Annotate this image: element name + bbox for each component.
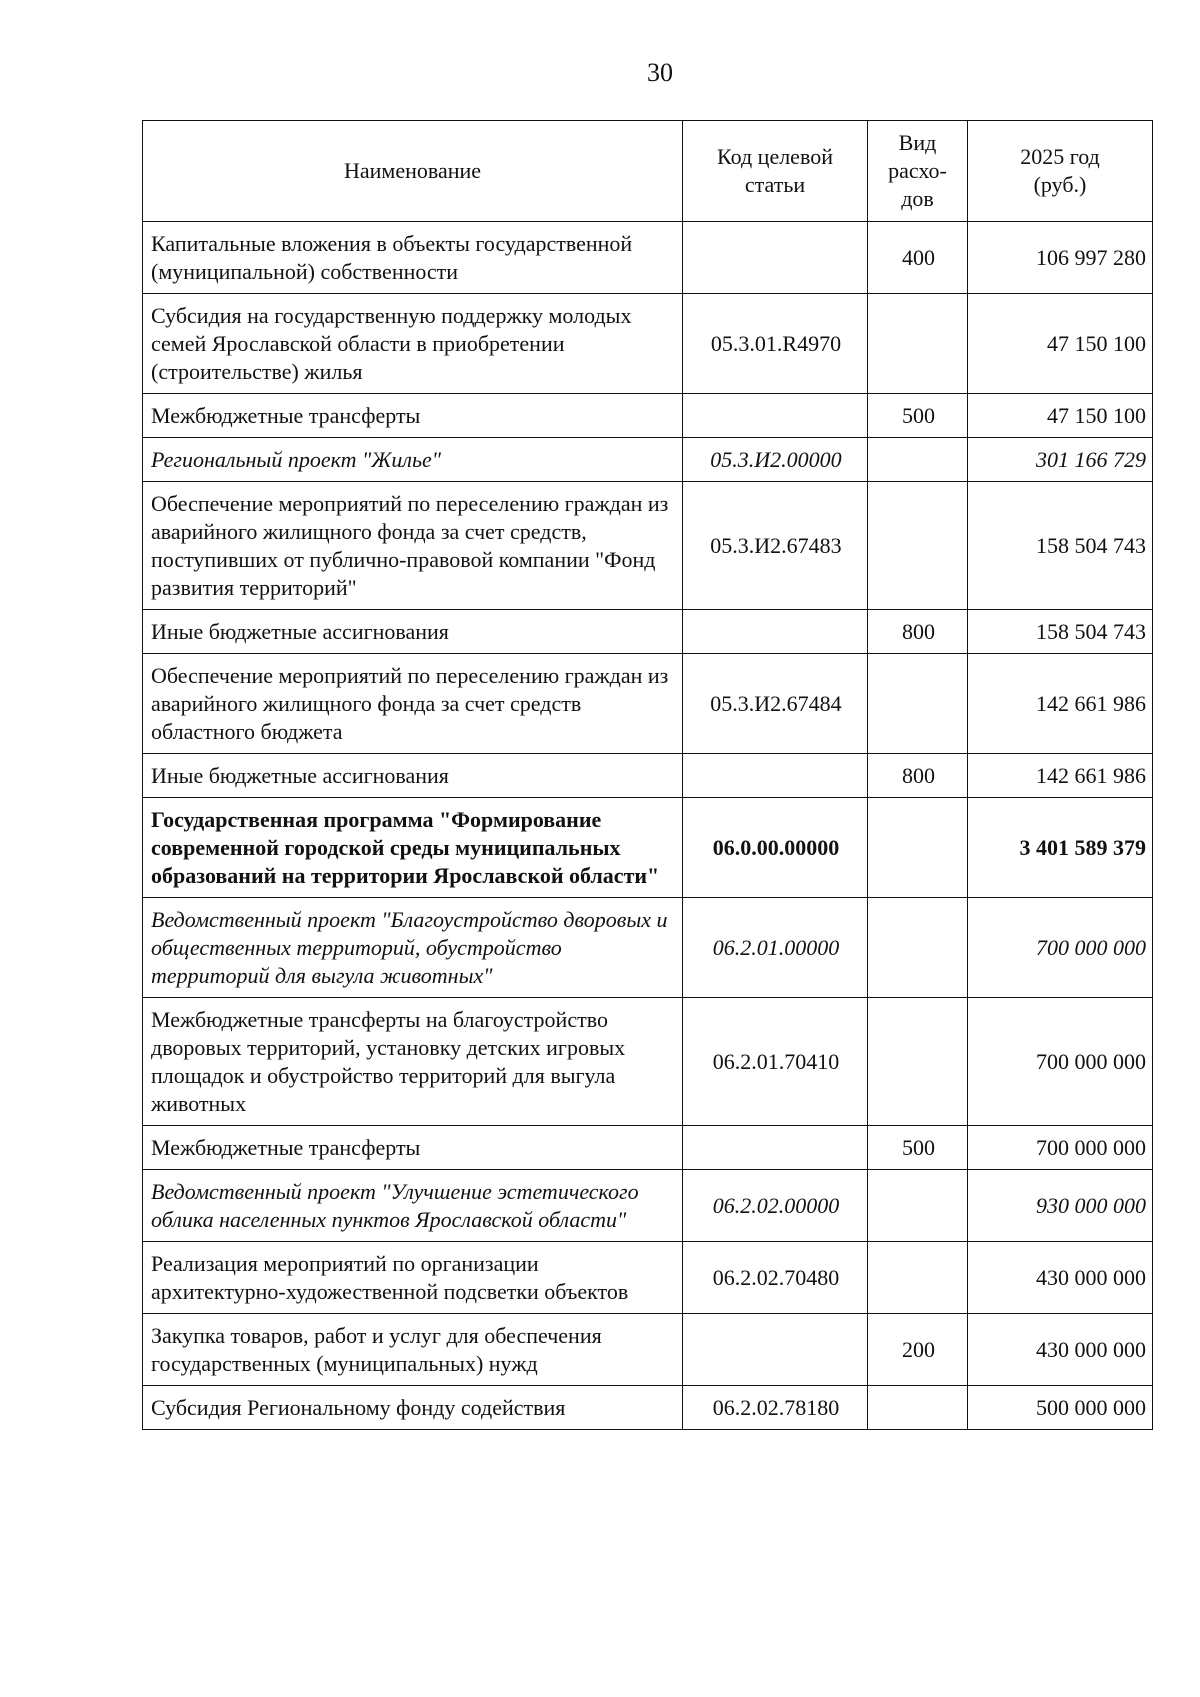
cell-expense-type: 800 [868, 754, 968, 798]
budget-table [142, 120, 1153, 1430]
cell-name: Межбюджетные трансферты на благоустройство дворовых территорий, установку детских игровых площадок и обустройство территорий для выгула животных [143, 998, 683, 1126]
cell-name: Межбюджетные трансферты [143, 1126, 683, 1170]
table-header-row [143, 121, 1153, 222]
cell-name: Закупка товаров, работ и услуг для обеспечения государственных (муниципальных) нужд [143, 1314, 683, 1386]
cell-amount: 142 661 986 [968, 754, 1153, 798]
table-body [143, 222, 1153, 1430]
cell-amount: 930 000 000 [968, 1170, 1153, 1242]
header-amount-2025 [968, 121, 1153, 222]
cell-code: 06.2.02.00000 [683, 1170, 868, 1242]
cell-name: Иные бюджетные ассигнования [143, 610, 683, 654]
cell-expense-type [868, 1170, 968, 1242]
cell-code: 06.2.01.70410 [683, 998, 868, 1126]
header-expense-type [868, 121, 968, 222]
cell-code [683, 1314, 868, 1386]
cell-expense-type [868, 1386, 968, 1430]
cell-code: 05.3.01.R4970 [683, 294, 868, 394]
cell-expense-type: 400 [868, 222, 968, 294]
cell-amount: 47 150 100 [968, 294, 1153, 394]
cell-amount: 158 504 743 [968, 610, 1153, 654]
cell-name: Субсидия Региональному фонду содействия [143, 1386, 683, 1430]
table-row [143, 798, 1153, 898]
cell-amount: 106 997 280 [968, 222, 1153, 294]
cell-code: 06.0.00.00000 [683, 798, 868, 898]
cell-expense-type: 500 [868, 1126, 968, 1170]
page-number: 30 [647, 58, 673, 87]
table-row [143, 610, 1153, 654]
cell-expense-type [868, 898, 968, 998]
cell-expense-type [868, 798, 968, 898]
cell-name: Обеспечение мероприятий по переселению граждан из аварийного жилищного фонда за счет средств областного бюджета [143, 654, 683, 754]
cell-amount: 430 000 000 [968, 1242, 1153, 1314]
header-name: Наименование [143, 121, 683, 222]
cell-name: Ведомственный проект "Благоустройство дворовых и общественных территорий, обустройство территорий для выгула животных" [143, 898, 683, 998]
cell-expense-type: 200 [868, 1314, 968, 1386]
cell-code [683, 610, 868, 654]
cell-name: Иные бюджетные ассигнования [143, 754, 683, 798]
cell-expense-type [868, 482, 968, 610]
cell-name: Реализация мероприятий по организации архитектурно-художественной подсветки объектов [143, 1242, 683, 1314]
header-code [683, 121, 868, 222]
cell-name: Обеспечение мероприятий по переселению граждан из аварийного жилищного фонда за счет средств, поступивших от публично-правовой компании "Фонд развития территорий" [143, 482, 683, 610]
cell-amount: 700 000 000 [968, 998, 1153, 1126]
cell-amount: 3 401 589 379 [968, 798, 1153, 898]
cell-amount: 142 661 986 [968, 654, 1153, 754]
table-row [143, 1242, 1153, 1314]
cell-code: 06.2.01.00000 [683, 898, 868, 998]
cell-amount: 700 000 000 [968, 898, 1153, 998]
cell-amount: 301 166 729 [968, 438, 1153, 482]
cell-amount: 158 504 743 [968, 482, 1153, 610]
table-row [143, 222, 1153, 294]
cell-amount: 430 000 000 [968, 1314, 1153, 1386]
cell-code: 05.3.И2.00000 [683, 438, 868, 482]
header-amount-2025-text: 2025 год (руб.) [1020, 144, 1100, 197]
cell-amount: 700 000 000 [968, 1126, 1153, 1170]
cell-expense-type [868, 654, 968, 754]
header-code-text: Код целевой статьи [717, 144, 833, 197]
cell-code: 06.2.02.70480 [683, 1242, 868, 1314]
cell-name: Государственная программа "Формирование современной городской среды муниципальных образований на территории Ярославской области" [143, 798, 683, 898]
cell-name: Региональный проект "Жилье" [143, 438, 683, 482]
table-row [143, 1126, 1153, 1170]
cell-expense-type [868, 1242, 968, 1314]
table-row [143, 394, 1153, 438]
header-expense-type-text: Вид расхо-дов [888, 130, 947, 211]
table-row [143, 1170, 1153, 1242]
cell-expense-type [868, 438, 968, 482]
cell-expense-type: 800 [868, 610, 968, 654]
table-row [143, 998, 1153, 1126]
cell-expense-type [868, 294, 968, 394]
cell-amount: 500 000 000 [968, 1386, 1153, 1430]
cell-expense-type: 500 [868, 394, 968, 438]
cell-name: Ведомственный проект "Улучшение эстетического облика населенных пунктов Ярославской области" [143, 1170, 683, 1242]
table-row [143, 294, 1153, 394]
cell-code [683, 222, 868, 294]
cell-code [683, 394, 868, 438]
cell-name: Субсидия на государственную поддержку молодых семей Ярославской области в приобретении (строительстве) жилья [143, 294, 683, 394]
cell-code: 06.2.02.78180 [683, 1386, 868, 1430]
table-row [143, 898, 1153, 998]
table-row [143, 482, 1153, 610]
table-row [143, 654, 1153, 754]
table-row [143, 1386, 1153, 1430]
cell-code [683, 1126, 868, 1170]
cell-name: Межбюджетные трансферты [143, 394, 683, 438]
table-row [143, 754, 1153, 798]
cell-name: Капитальные вложения в объекты государственной (муниципальной) собственности [143, 222, 683, 294]
cell-code: 05.3.И2.67484 [683, 654, 868, 754]
cell-expense-type [868, 998, 968, 1126]
table-row [143, 438, 1153, 482]
cell-code [683, 754, 868, 798]
cell-code: 05.3.И2.67483 [683, 482, 868, 610]
table-row [143, 1314, 1153, 1386]
cell-amount: 47 150 100 [968, 394, 1153, 438]
